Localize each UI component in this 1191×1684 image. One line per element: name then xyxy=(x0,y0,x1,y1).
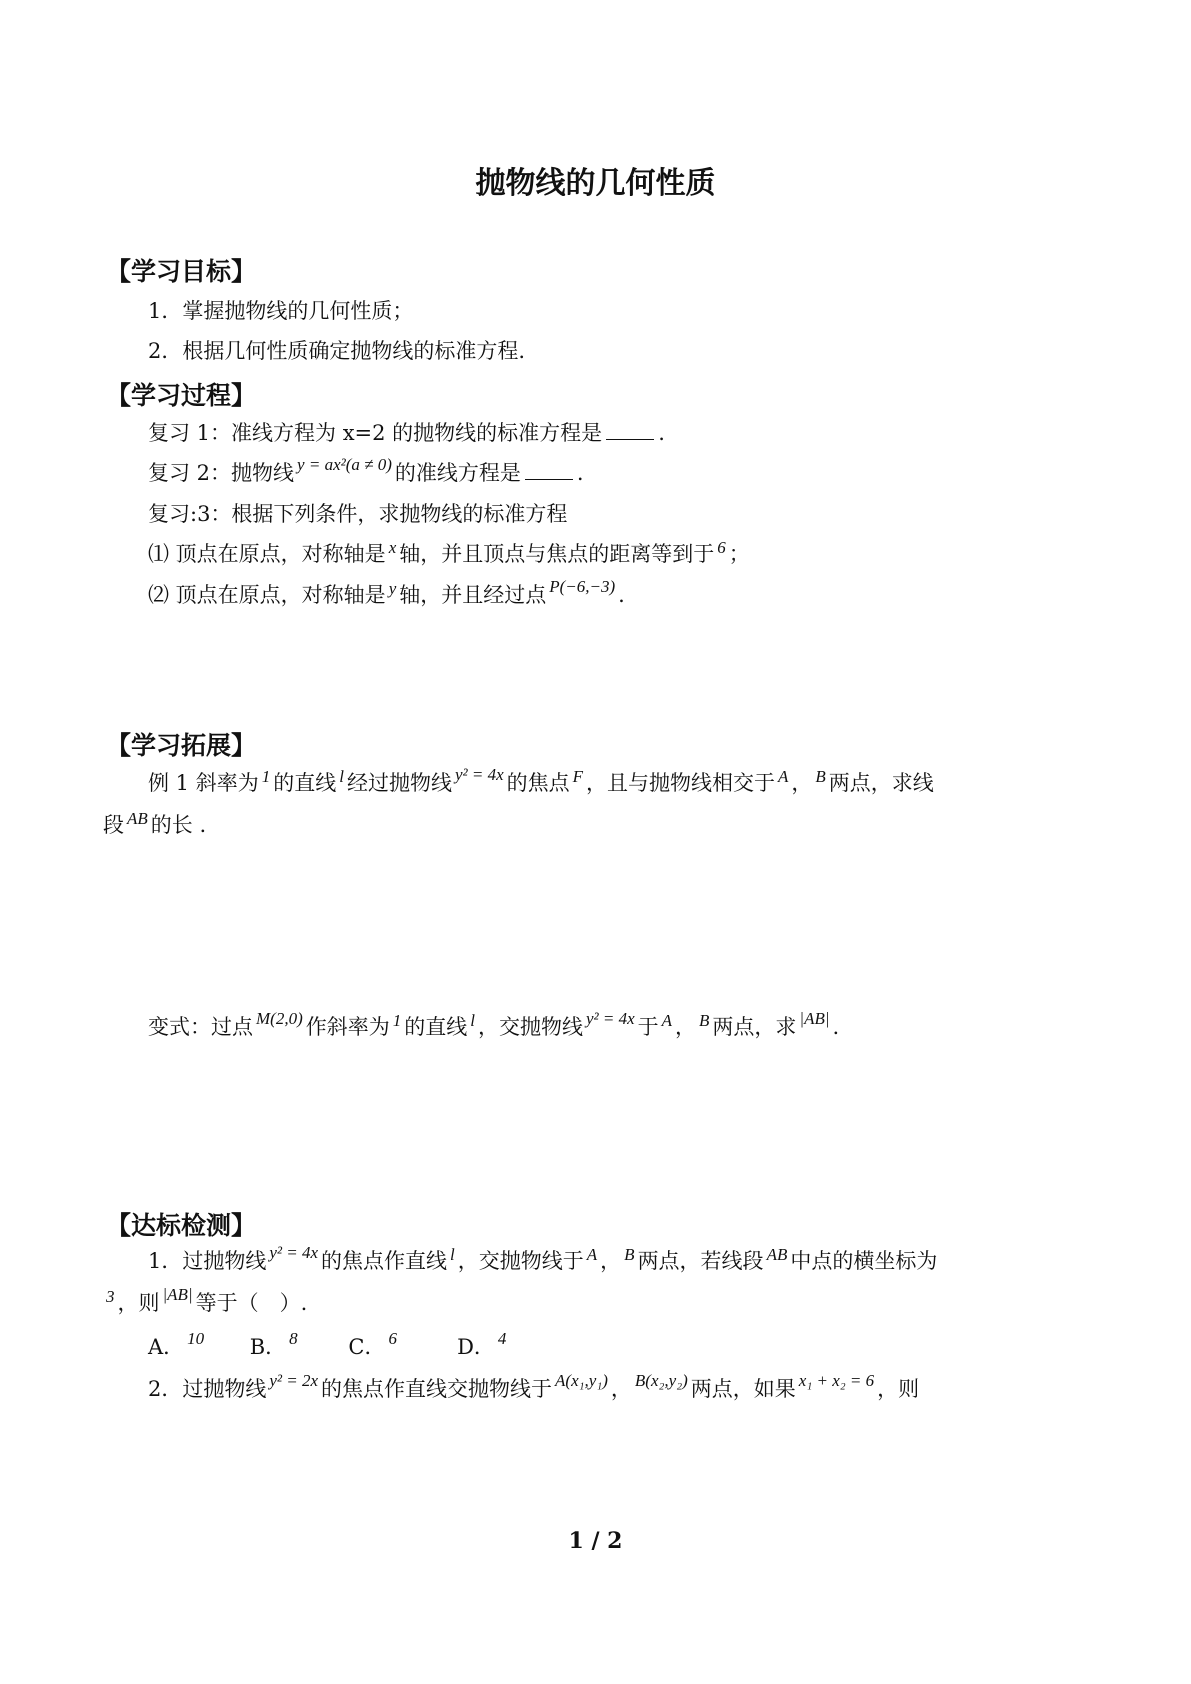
q1-text-5: 中点的横坐标为 xyxy=(790,1249,938,1273)
math-equation: y² = 4x xyxy=(269,1243,319,1262)
option-d-value: 4 xyxy=(497,1329,507,1348)
math-B: B xyxy=(815,767,826,786)
example-1-line-2 xyxy=(103,809,207,839)
condition-2-text: ⑵ 顶点在原点，对称轴是 xyxy=(148,583,386,607)
q2-text-4: ，则 xyxy=(877,1377,920,1401)
review-2-text-2: 的准线方程是 xyxy=(394,461,521,485)
math-condition: x₁ + x₂ = 6 xyxy=(798,1371,875,1390)
formula-parabola: y = ax²(a ≠ 0) xyxy=(297,455,392,474)
math-point-A: A(x₁,y₁) xyxy=(555,1371,608,1390)
question-1-line-2 xyxy=(103,1285,308,1317)
math-point-m: M(2,0) xyxy=(256,1009,303,1028)
ex1-line2-text: 段 xyxy=(103,813,124,837)
math-point-p: P(−6,−3) xyxy=(549,577,616,596)
variant-text-4: ，交抛物线 xyxy=(477,1015,583,1039)
ex1-comma: ， xyxy=(791,771,813,795)
math-y: y xyxy=(388,579,397,598)
example-1 xyxy=(148,765,934,797)
variant-end: . xyxy=(832,1015,840,1039)
review-2-text: 复习 2：抛物线 xyxy=(148,461,295,485)
option-c-value: 6 xyxy=(388,1329,397,1348)
goal-item-2: 2．根据几何性质确定抛物线的标准方程. xyxy=(148,339,526,363)
math-abs-AB: |AB| xyxy=(799,1009,830,1028)
option-a xyxy=(148,1329,243,1361)
option-b-value: 8 xyxy=(289,1329,298,1348)
variant-comma: ， xyxy=(675,1015,697,1039)
answer-blank xyxy=(525,461,573,480)
math-l: l xyxy=(450,1245,455,1264)
condition-1 xyxy=(148,538,750,568)
q1-text-3: ，交抛物线于 xyxy=(457,1249,584,1273)
review-2-end: . xyxy=(576,461,584,485)
q2-text-3: 两点，如果 xyxy=(690,1377,796,1401)
variant-text-2: 作斜率为 xyxy=(305,1015,390,1039)
q1-text: 1．过抛物线 xyxy=(148,1249,267,1273)
option-c xyxy=(348,1329,450,1361)
math-l: l xyxy=(470,1011,475,1030)
option-a-value: 10 xyxy=(187,1329,205,1348)
review-1-text: 复习 1：准线方程为 x=2 的抛物线的标准方程是 xyxy=(148,421,603,445)
math-F: F xyxy=(572,767,584,786)
variant xyxy=(148,1009,840,1041)
q2-text: 2．过抛物线 xyxy=(148,1377,267,1401)
condition-1-text: ⑴ 顶点在原点，对称轴是 xyxy=(148,542,386,566)
math-point-B: B(x₂,y₂) xyxy=(634,1371,688,1390)
ex1-text-5: ，且与抛物线相交于 xyxy=(586,771,776,795)
option-a-label: A． xyxy=(148,1335,185,1359)
math-one: 1 xyxy=(392,1011,402,1030)
option-d-label: D． xyxy=(457,1335,495,1359)
section-heading-goals: 【学习目标】 xyxy=(106,257,257,286)
math-AB: AB xyxy=(766,1245,788,1264)
option-d xyxy=(457,1329,509,1361)
page-number: 1 / 2 xyxy=(568,1528,623,1554)
q1-text-2: 的焦点作直线 xyxy=(321,1249,448,1273)
math-l: l xyxy=(339,767,344,786)
math-equation: y² = 4x xyxy=(585,1009,635,1028)
answer-blank xyxy=(606,421,654,440)
q2-comma: ， xyxy=(610,1377,632,1401)
ex1-text-2: 的直线 xyxy=(273,771,337,795)
ex1-text-6: 两点，求线 xyxy=(828,771,934,795)
question-1 xyxy=(148,1243,938,1275)
q1-text-4: 两点，若线段 xyxy=(637,1249,764,1273)
q1-line2-text: ，则 xyxy=(117,1291,160,1315)
review-1 xyxy=(148,420,665,447)
math-six: 6 xyxy=(717,538,726,557)
review-2 xyxy=(148,455,584,487)
option-b-label: B． xyxy=(249,1335,287,1359)
math-B: B xyxy=(699,1011,710,1030)
ex1-text-3: 经过抛物线 xyxy=(346,771,452,795)
section-heading-process: 【学习过程】 xyxy=(106,381,257,410)
math-abs-AB: |AB| xyxy=(162,1285,193,1304)
goal-item-1: 1．掌握抛物线的几何性质； xyxy=(148,299,414,323)
condition-2-end: . xyxy=(618,583,625,607)
section-heading-extension: 【学习拓展】 xyxy=(106,731,257,760)
variant-text: 变式：过点 xyxy=(148,1015,253,1039)
option-c-label: C． xyxy=(348,1335,386,1359)
section-heading-test: 【达标检测】 xyxy=(106,1211,257,1240)
math-A: A xyxy=(661,1011,673,1030)
page-title: 抛物线的几何性质 xyxy=(475,166,716,201)
variant-text-6: 两点，求 xyxy=(712,1015,797,1039)
q1-comma: ， xyxy=(600,1249,622,1273)
math-three: 3 xyxy=(106,1287,115,1306)
condition-2 xyxy=(148,577,625,609)
math-B: B xyxy=(624,1245,635,1264)
review-3: 复习:3：根据下列条件，求抛物线的标准方程 xyxy=(148,502,568,526)
q1-line2-end: 等于（ ）. xyxy=(195,1291,308,1315)
condition-2-text-2: 轴，并且经过点 xyxy=(399,583,547,607)
review-1-end: . xyxy=(658,421,665,445)
math-equation: y² = 4x xyxy=(454,765,504,784)
math-equation: y² = 2x xyxy=(269,1371,319,1390)
variant-text-5: 于 xyxy=(637,1015,659,1039)
math-one: 1 xyxy=(261,767,271,786)
question-2 xyxy=(148,1371,920,1403)
math-AB: AB xyxy=(127,809,148,828)
math-x: x xyxy=(388,538,397,557)
ex1-line2-end: 的长 . xyxy=(150,813,207,837)
options-row xyxy=(148,1329,509,1361)
option-b xyxy=(249,1329,342,1361)
ex1-text: 例 1 斜率为 xyxy=(148,771,259,795)
condition-1-end: ； xyxy=(728,542,750,566)
math-A: A xyxy=(586,1245,598,1264)
condition-1-text-2: 轴，并且顶点与焦点的距离等到于 xyxy=(399,542,715,566)
variant-text-3: 的直线 xyxy=(404,1015,468,1039)
ex1-text-4: 的焦点 xyxy=(506,771,570,795)
math-A: A xyxy=(778,767,789,786)
q2-text-2: 的焦点作直线交抛物线于 xyxy=(321,1377,553,1401)
